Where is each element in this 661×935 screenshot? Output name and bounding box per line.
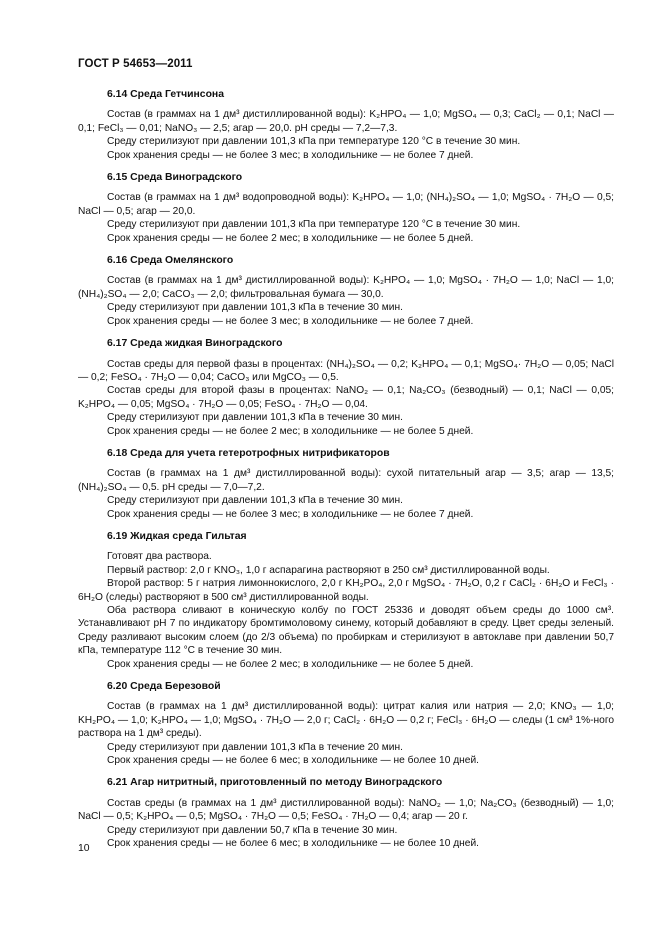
section [78, 530, 614, 671]
section-title: 6.20 Среда Березовой [107, 681, 221, 693]
paragraph: Готовят два раствора. [107, 551, 212, 563]
section-title: 6.16 Среда Омелянского [107, 255, 234, 267]
paragraph: Среду стерилизуют при давлении 101,3 кПа в течение 30 мин. [107, 302, 403, 314]
section-title: 6.18 Среда для учета гетеротрофных нитрификаторов [107, 447, 390, 459]
paragraph: Среду стерилизуют при давлении 101,3 кПа при температуре 120 °С в течение 30 мин. [107, 136, 521, 148]
paragraph: Срок хранения среды — не более 3 мес; в холодильнике — не более 7 дней. [107, 508, 474, 520]
section [78, 254, 614, 328]
paragraph: Второй раствор: 5 г натрия лимоннокислого, 2,0 г KH₂PO₄, 2,0 г MgSO₄ · 7H₂O, 0,2 г CaCl₂ · 6H₂O и FeCl₃ · 6H₂O (следы) растворяют в 500 см³ дистиллированной воды. [78, 578, 614, 603]
paragraph: Состав среды (в граммах на 1 дм³ дистиллированной воды): NaNO₂ — 1,0; Na₂CO₃ (безводный) — 1,0; NaCl — 0,5; K₂HPO₄ — 0,5; MgSO₄ · 7H₂O — 0,5; FeSO₄ · 7H₂O — 0,4; агар — 20 г. [78, 797, 614, 823]
paragraph: Состав (в граммах на 1 дм³ дистиллированной воды): K₂HPO₄ — 1,0; MgSO₄ · 7H₂O — 1,0; NaCl — 1,0; (NH₄)₂SO₄ — 2,0; CaCO₃ — 2,0; фильтровальная бумага — 30,0. [78, 275, 614, 300]
paragraph: Срок хранения среды — не более 3 мес; в холодильнике — не более 7 дней. [107, 315, 474, 327]
paragraph: Срок хранения среды — не более 6 мес; в холодильнике — не более 10 дней. [107, 755, 479, 767]
section [78, 680, 614, 767]
section-title: 6.21 Агар нитритный, приготовленный по методу Виноградского [107, 777, 443, 789]
paragraph: Состав (в граммах на 1 дм³ дистиллированной воды): цитрат калия или натрия — 2,0; KNO₃ — 1,0; KH₂PO₄ — 1,0; K₂HPO₄ — 1,0; MgSO₄ · 7H₂O — 2,0 г; CaCl₂ · 6H₂O — 0,2 г; FeCl₃ · 6H₂O — следы (1 см³ 1%-ного раствора на 1 дм³ среды). [78, 701, 614, 740]
paragraph: Среду стерилизуют при давлении 101,3 кПа в течение 20 мин. [107, 741, 403, 753]
section [78, 171, 614, 245]
paragraph: Среду стерилизуют при давлении 50,7 кПа в течение 30 мин. [107, 824, 398, 836]
paragraph: Срок хранения среды — не более 2 мес; в холодильнике — не более 5 дней. [107, 658, 474, 670]
paragraph: Среду стерилизуют при давлении 101,3 кПа в течение 30 мин. [107, 495, 403, 507]
paragraph: Состав среды для второй фазы в процентах: NaNO₂ — 0,1; Na₂CO₃ (безводный) — 0,1; NaCl — 0,05; K₂HPO₄ — 0,05; MgSO₄ · 7H₂O — 0,05; FeSO₄ · 7H₂O — 0,04. [78, 385, 614, 410]
paragraph: Срок хранения среды — не более 2 мес; в холодильнике — не более 5 дней. [107, 232, 474, 244]
paragraph: Срок хранения среды — не более 2 мес; в холодильнике — не более 5 дней. [107, 425, 474, 437]
paragraph: Состав (в граммах на 1 дм³ дистиллированной воды): сухой питательный агар — 3,5; агар — 13,5; (NH₄)₂SO₄ — 0,5. pH среды — 7,0—7,2. [78, 468, 614, 493]
paragraph: Срок хранения среды — не более 6 мес; в холодильнике — не более 10 дней. [107, 838, 479, 850]
section-title: 6.15 Среда Виноградского [107, 172, 243, 184]
section [78, 776, 614, 850]
paragraph: Среду стерилизуют при давлении 101,3 кПа при температуре 120 °С в течение 30 мин. [107, 219, 521, 231]
document-header: ГОСТ Р 54653—2011 [78, 58, 193, 70]
section [78, 447, 614, 521]
section-title: 6.14 Среда Гетчинсона [107, 89, 224, 100]
section [78, 88, 614, 162]
section [78, 337, 614, 438]
section-title: 6.19 Жидкая среда Гильтая [107, 530, 247, 542]
paragraph: Срок хранения среды — не более 3 мес; в холодильнике — не более 7 дней. [107, 149, 474, 161]
paragraph: Состав среды для первой фазы в процентах: (NH₄)₂SO₄ — 0,2; K₂HPO₄ — 0,1; MgSO₄· 7H₂O — 0,05; NaCl — 0,2; FeSO₄ · 7H₂O — 0,04; CaCO₃ или MgCO₃ — 0,5. [78, 358, 614, 383]
paragraph: Первый раствор: 2,0 г KNO₃, 1,0 г аспарагина растворяют в 250 см³ дистиллированной воды. [107, 564, 550, 576]
page-number: 10 [78, 843, 90, 854]
paragraph: Состав (в граммах на 1 дм³ водопроводной воды): K₂HPO₄ — 1,0; (NH₄)₂SO₄ — 1,0; MgSO₄ · 7H₂O — 0,5; NaCl — 0,5; агар — 20,0. [78, 192, 614, 217]
section-title: 6.17 Среда жидкая Виноградского [107, 338, 283, 350]
paragraph: Среду стерилизуют при давлении 101,3 кПа в течение 30 мин. [107, 412, 403, 424]
document-body [78, 88, 614, 860]
paragraph: Состав (в граммах на 1 дм³ дистиллированной воды): K₂HPO₄ — 1,0; MgSO₄ — 0,3; CaCl₂ — 0,1; NaCl — 0,1; FeCl₃ — 0,01; NaNO₃ — 2,5; агар — 20,0. pH среды — 7,2—7,3. [78, 109, 614, 134]
paragraph: Оба раствора сливают в коническую колбу по ГОСТ 25336 и доводят объем среды до 1000 см³. Устанавливают pH 7 по индикатору бромтимоловому синему, который добавляют в среду. Цвет среды зеленый. Среду разливают высоким слоем (до 2/3 объема) по пробиркам и стерилизуют в автоклаве при давлении 50,7 кПа, температуре 112 °С в течение 30 мин. [78, 605, 614, 657]
